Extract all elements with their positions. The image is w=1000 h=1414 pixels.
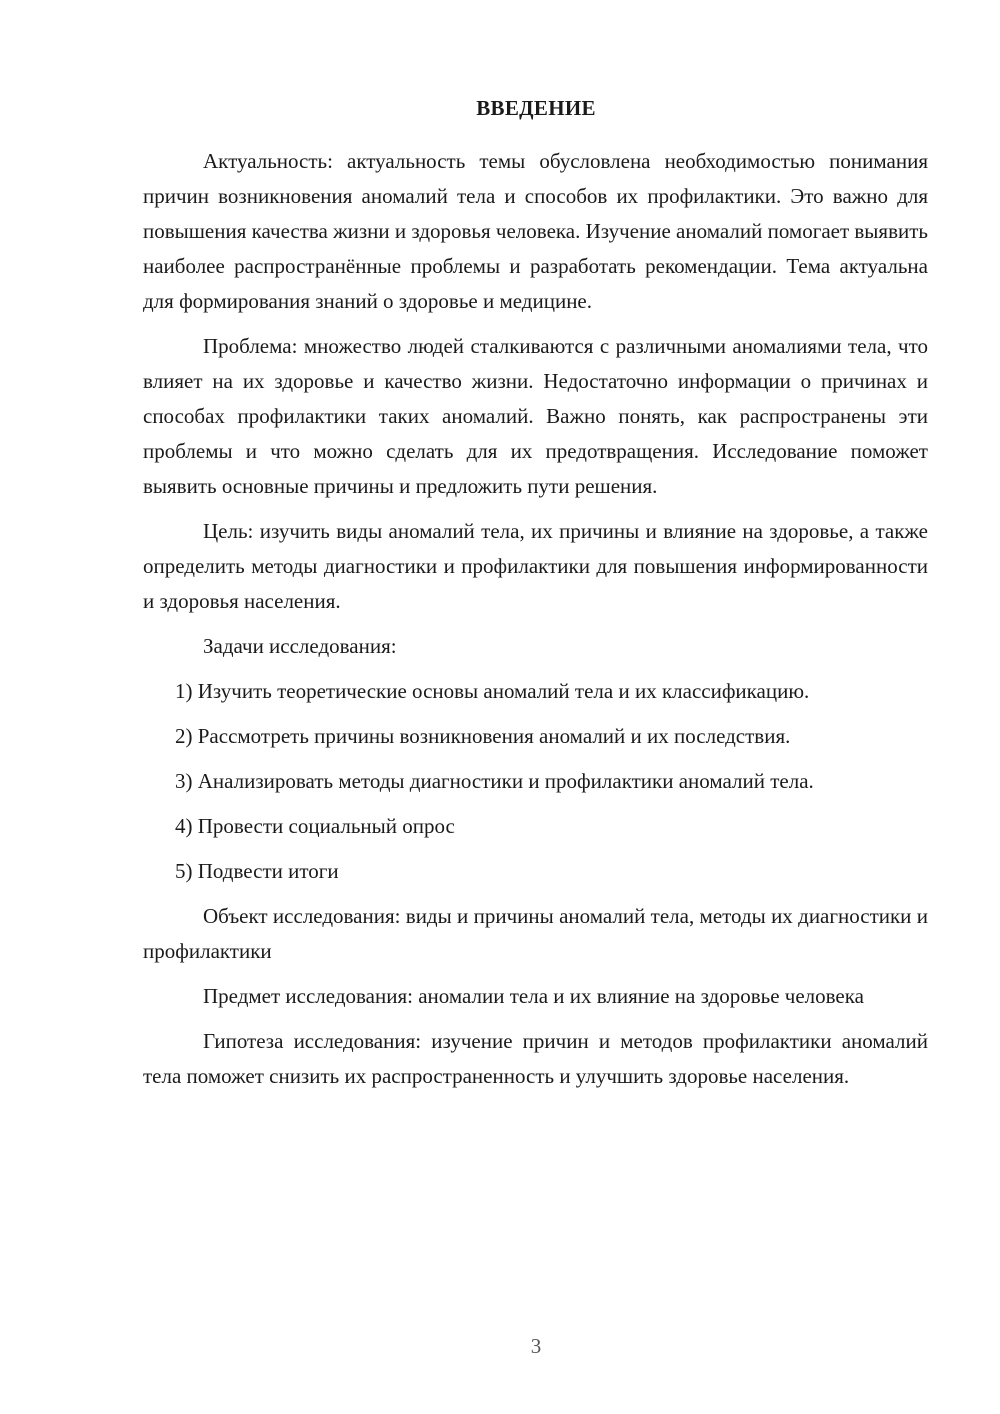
page-number: 3 [530, 1334, 542, 1358]
object-paragraph: Объект исследования: виды и причины аномалий тела, методы их диагностики и профилактики [143, 904, 928, 963]
task-item-4: 4) Провести социальный опрос [175, 814, 455, 838]
goal-paragraph: Цель: изучить виды аномалий тела, их причины и влияние на здоровье, а также определить методы диагностики и профилактики для повышения информированности и здоровья населения. [143, 519, 928, 613]
page-title: ВВЕДЕНИЕ [476, 96, 596, 120]
task-item-3: 3) Анализировать методы диагностики и профилактики аномалий тела. [175, 769, 814, 793]
tasks-heading: Задачи исследования: [203, 634, 397, 658]
task-item-5: 5) Подвести итоги [175, 859, 339, 883]
document-body [143, 144, 928, 1104]
task-item-2: 2) Рассмотреть причины возникновения аномалий и их последствия. [175, 724, 791, 748]
task-item-1: 1) Изучить теоретические основы аномалий тела и их классификацию. [175, 679, 810, 703]
problem-paragraph: Проблема: множество людей сталкиваются с различными аномалиями тела, что влияет на их здоровье и качество жизни. Недостаточно информации о причинах и способах профилактики таких аномалий. Важно понять, как распространены эти проблемы и что можно сделать для их предотвращения. Исследование поможет выявить основные причины и предложить пути решения. [143, 334, 928, 498]
subject-paragraph: Предмет исследования: аномалии тела и их влияние на здоровье человека [203, 984, 864, 1008]
relevance-paragraph: Актуальность: актуальность темы обусловлена необходимостью понимания причин возникновения аномалий тела и способов их профилактики. Это важно для повышения качества жизни и здоровья человека. Изучение аномалий помогает выявить наиболее распространённые проблемы и разработать рекомендации. Тема актуальна для формирования знаний о здоровье и медицине. [143, 149, 928, 313]
hypothesis-paragraph: Гипотеза исследования: изучение причин и методов профилактики аномалий тела поможет снизить их распространенность и улучшить здоровье населения. [143, 1029, 928, 1088]
